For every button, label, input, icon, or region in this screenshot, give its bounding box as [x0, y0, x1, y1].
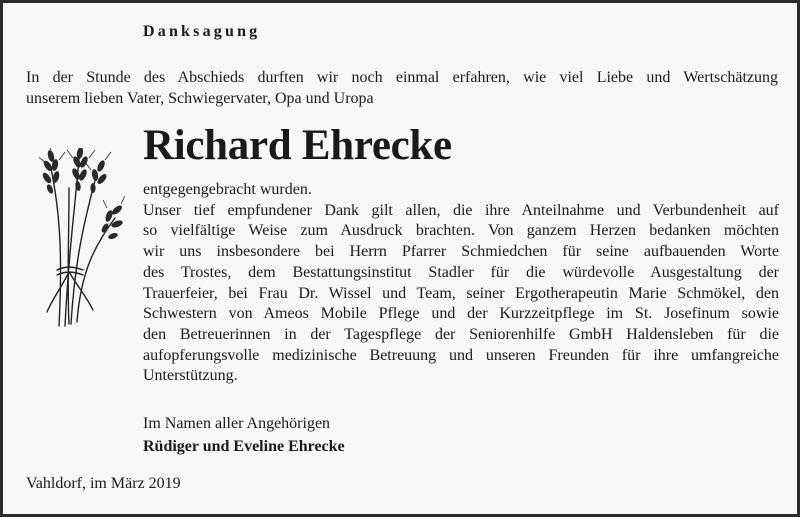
body-line: Schwestern von Ameos Mobile Pflege und der Kurzzeitpflege im St. Josefinum sowie: [143, 305, 779, 323]
place-date: Vahldorf, im März 2019: [26, 475, 181, 492]
wheat-bundle-icon: [39, 148, 125, 328]
intro-text: [26, 67, 778, 109]
closing-line: Im Namen aller Angehörigen: [143, 415, 331, 432]
body-text: [143, 180, 779, 387]
body-line: Trauerfeier, bei Frau Dr. Wissel und Team, seiner Ergotherapeutin Marie Schmökel, den: [143, 284, 779, 302]
signatories: Rüdiger und Eveline Ehrecke: [143, 438, 345, 455]
body-line: den Betreuerinnen in der Tagespflege der Seniorenhilfe GmbH Haldensleben für die: [143, 325, 779, 343]
body-line: aufopferungsvolle medizinische Betreuung und unseren Freunden für ihre umfangreiche: [143, 346, 779, 364]
deceased-name: Richard Ehrecke: [143, 122, 452, 169]
body-line: entgegengebracht wurden.: [143, 181, 312, 198]
body-line: Unser tief empfundener Dank gilt allen, die ihre Anteilnahme und Verbundenheit auf: [143, 201, 779, 219]
intro-line-2: unserem lieben Vater, Schwiegervater, Opa und Uropa: [26, 90, 374, 107]
body-line: des Trostes, dem Bestattungsinstitut Stadler für die würdevolle Ausgestaltung der: [143, 263, 779, 281]
closing-block: [143, 412, 345, 458]
body-line: wir uns insbesondere bei Herrn Pfarrer Schmiedchen für seine aufbauenden Worte: [143, 243, 779, 261]
body-line: Unterstützung.: [143, 367, 238, 385]
body-line: so vielfältige Weise zum Ausdruck brachten. Von ganzem Herzen bedanken möchten: [143, 222, 779, 240]
notice-heading: Danksagung: [143, 23, 261, 40]
intro-line-1: In der Stunde des Abschieds durften wir noch einmal erfahren, wie viel Liebe und Wertschätzung: [26, 69, 778, 86]
